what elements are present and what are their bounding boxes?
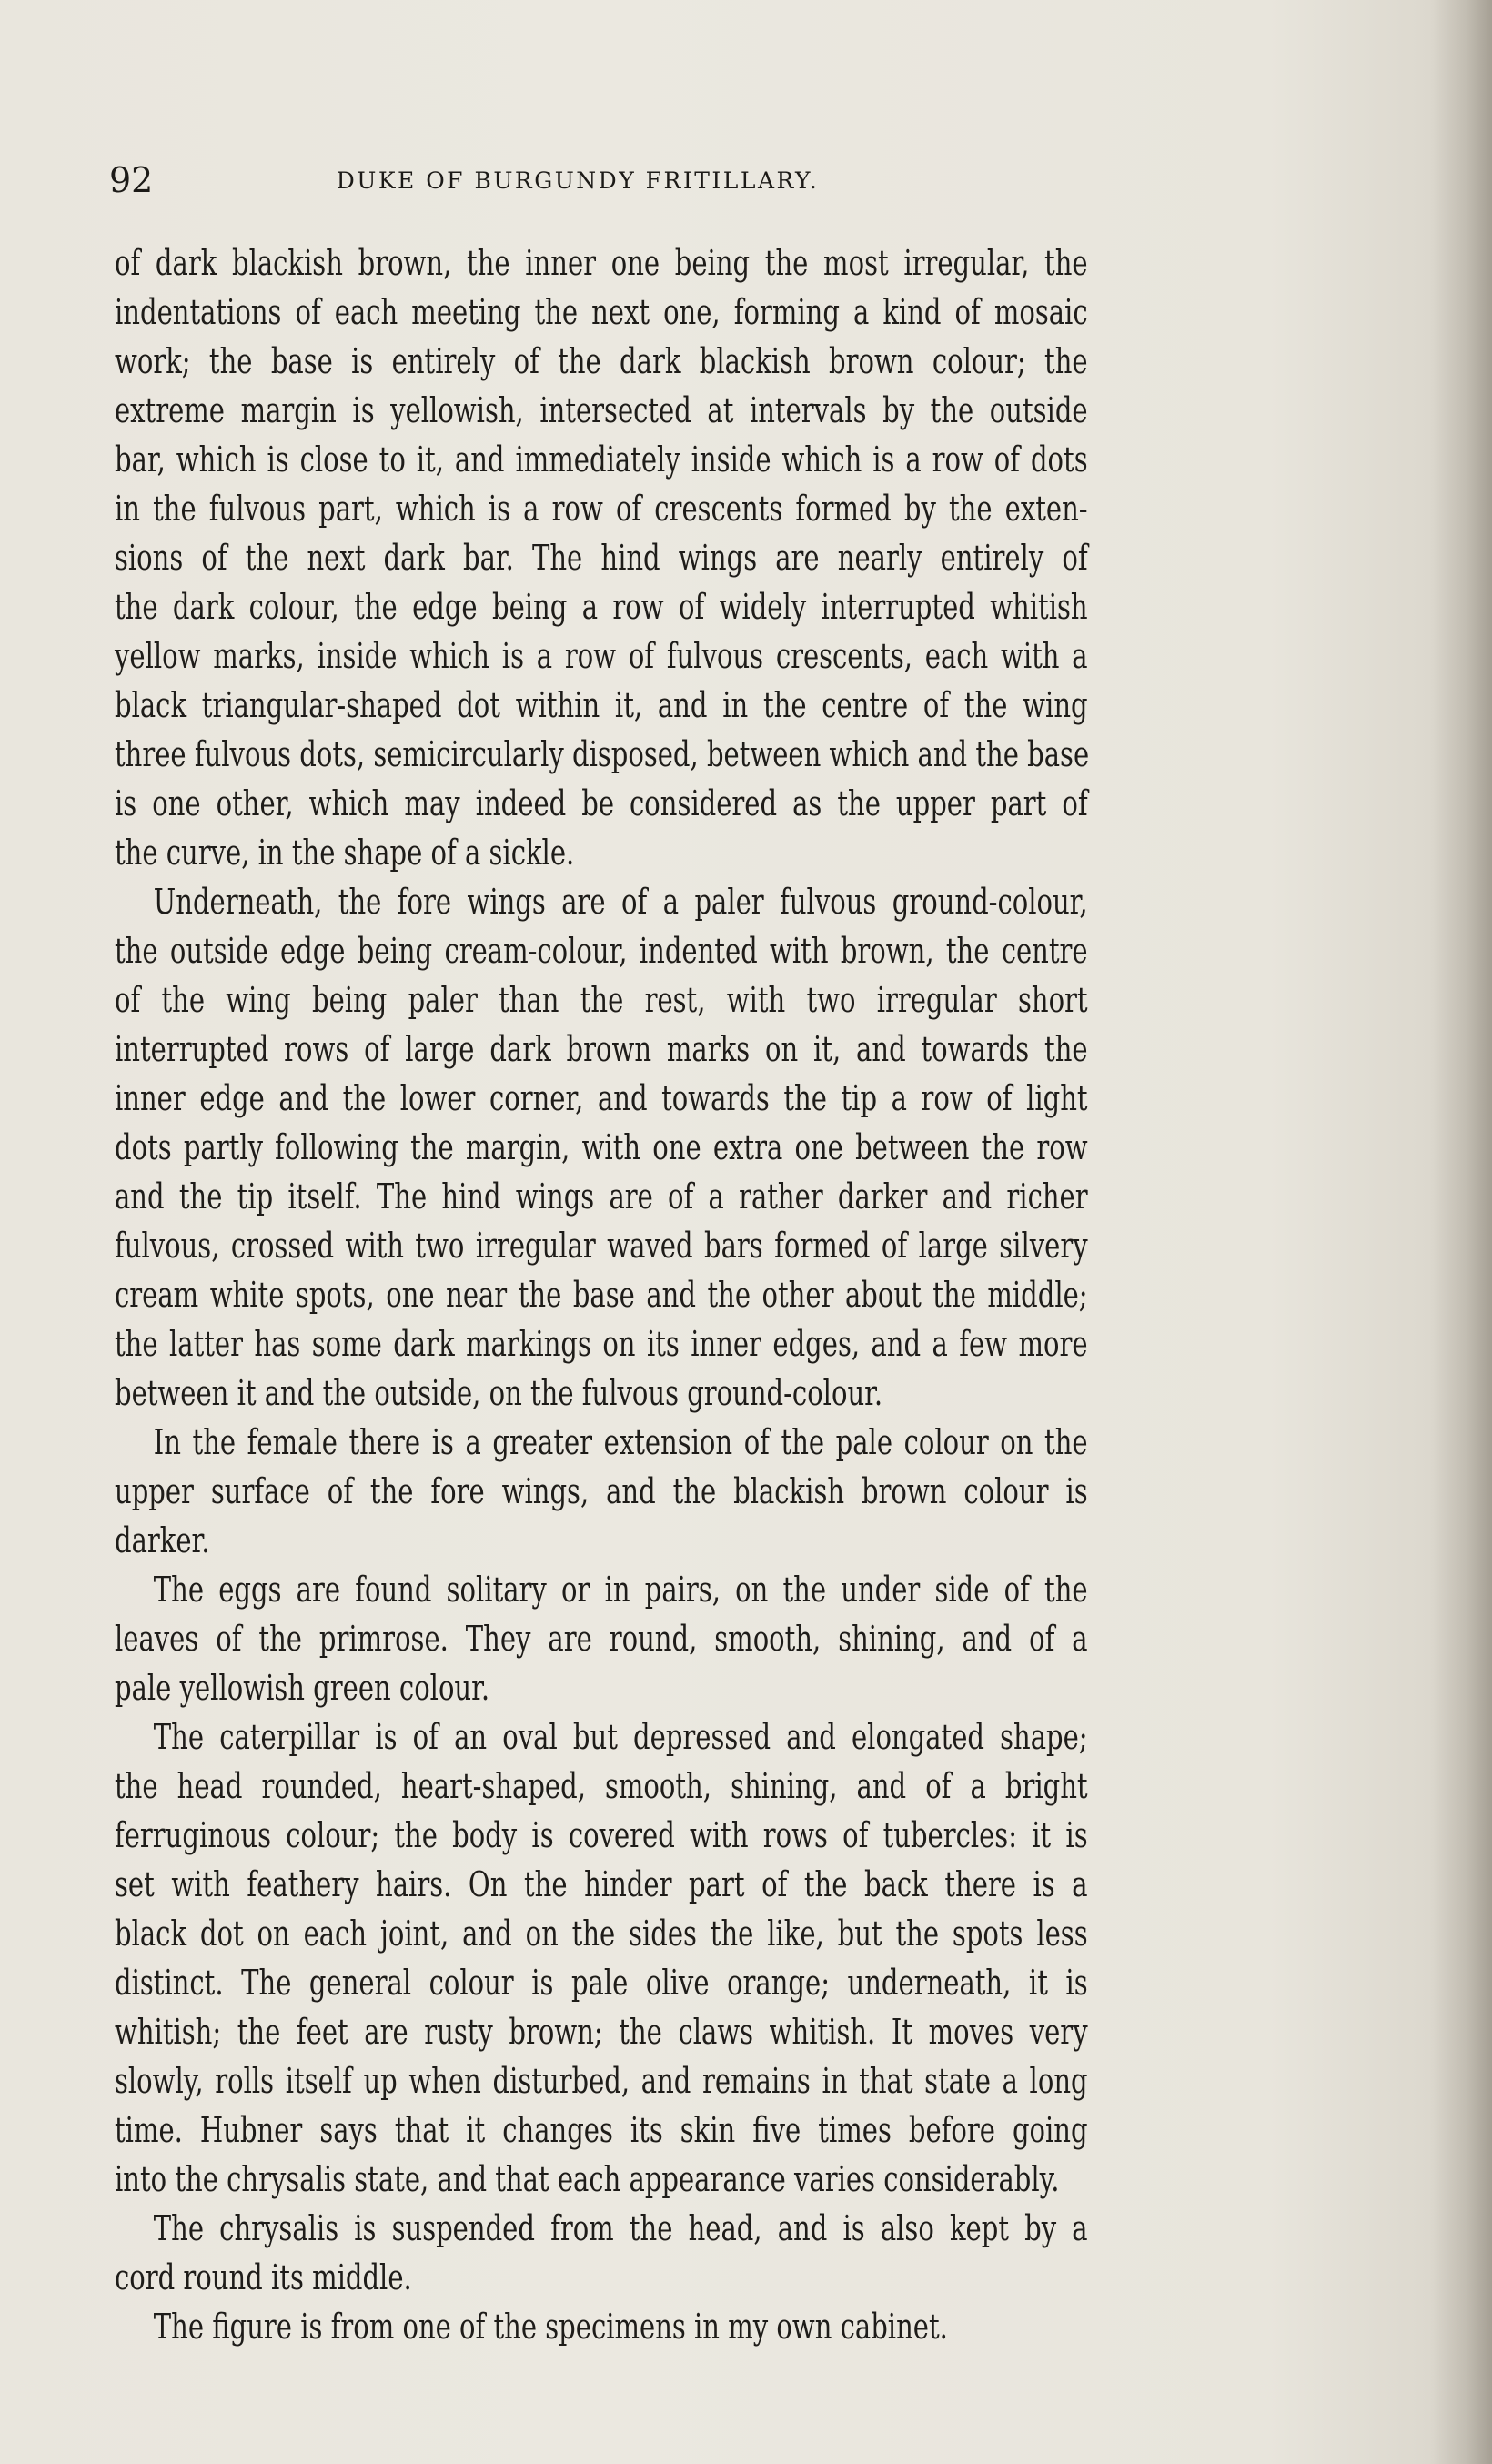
text-line: black triangular-shaped dot within it, and in the centre of the wing xyxy=(115,685,1088,725)
text-line: fulvous, crossed with two irregular waved bars formed of large silvery xyxy=(115,1226,1088,1266)
text-line: time. Hubner says that it changes its skin five times before going xyxy=(115,2110,1088,2150)
text-line: interrupted rows of large dark brown marks on it, and towards the xyxy=(115,1029,1088,1069)
paragraph xyxy=(115,1418,1088,1565)
text-line: and the tip itself. The hind wings are of a rather darker and richer xyxy=(115,1176,1088,1217)
text-line: indentations of each meeting the next one, forming a kind of mosaic xyxy=(115,292,1088,332)
paragraph xyxy=(115,2204,1088,2302)
text-line: is one other, which may indeed be considered as the upper part of xyxy=(115,783,1088,823)
text-line: inner edge and the lower corner, and towards the tip a row of light xyxy=(115,1078,1088,1118)
running-title: DUKE OF BURGUNDY FRITILLARY. xyxy=(336,167,820,194)
paragraph xyxy=(115,238,1088,877)
text-line: In the female there is a greater extension of the pale colour on the xyxy=(153,1422,1088,1462)
text-line: The chrysalis is suspended from the head, and is also kept by a xyxy=(153,2208,1088,2248)
text-line: work; the base is entirely of the dark blackish brown colour; the xyxy=(115,341,1088,381)
text-line: leaves of the primrose. They are round, smooth, shining, and of a xyxy=(115,1619,1088,1659)
text-line: the head rounded, heart-shaped, smooth, shining, and of a bright xyxy=(115,1766,1088,1806)
paragraph xyxy=(115,877,1088,1418)
paragraph xyxy=(115,1565,1088,1712)
text-line: set with feathery hairs. On the hinder part of the back there is a xyxy=(115,1864,1088,1904)
text-line: slowly, rolls itself up when disturbed, and remains in that state a long xyxy=(115,2061,1088,2101)
text-line: the latter has some dark markings on its inner edges, and a few more xyxy=(115,1324,1088,1364)
text-line: bar, which is close to it, and immediately inside which is a row of dots xyxy=(115,439,1088,480)
text-line: black dot on each joint, and on the sides the like, but the spots less xyxy=(115,1914,1088,1954)
text-line: of dark blackish brown, the inner one being the most irregular, the xyxy=(115,243,1088,283)
text-line: the curve, in the shape of a sickle. xyxy=(115,833,575,873)
text-line: sions of the next dark bar. The hind wings are nearly entirely of xyxy=(115,538,1088,578)
text-line: of the wing being paler than the rest, with two irregular short xyxy=(115,980,1088,1020)
page-number: 92 xyxy=(109,160,154,200)
text-line: the dark colour, the edge being a row of widely interrupted whitish xyxy=(115,587,1088,627)
text-line: yellow marks, inside which is a row of fulvous crescents, each with a xyxy=(115,636,1088,676)
text-line: The caterpillar is of an oval but depressed and elongated shape; xyxy=(153,1717,1088,1757)
text-line: upper surface of the fore wings, and the blackish brown colour is xyxy=(115,1471,1088,1511)
text-line: into the chrysalis state, and that each appearance varies considerably. xyxy=(115,2159,1060,2199)
text-line: cream white spots, one near the base and the other about the middle; xyxy=(115,1275,1088,1315)
page-header xyxy=(109,160,1046,206)
text-line: cord round its middle. xyxy=(115,2257,412,2297)
paragraph xyxy=(115,2302,1088,2351)
text-line: Underneath, the fore wings are of a paler fulvous ground-colour, xyxy=(153,882,1088,922)
text-line: dots partly following the margin, with one extra one between the row xyxy=(115,1127,1088,1167)
text-line: distinct. The general colour is pale olive orange; underneath, it is xyxy=(115,1963,1088,2003)
text-line: extreme margin is yellowish, intersected at intervals by the outside xyxy=(115,390,1088,430)
text-line: the outside edge being cream-colour, indented with brown, the centre xyxy=(115,931,1088,971)
paragraph xyxy=(115,1712,1088,2204)
text-line: whitish; the feet are rusty brown; the claws whitish. It moves very xyxy=(115,2012,1088,2052)
text-line: The figure is from one of the specimens in my own cabinet. xyxy=(153,2307,948,2347)
text-line: The eggs are found solitary or in pairs, on the under side of the xyxy=(153,1570,1088,1610)
text-line: darker. xyxy=(115,1520,210,1560)
text-line: in the fulvous part, which is a row of crescents formed by the exten- xyxy=(115,489,1088,529)
text-line: pale yellowish green colour. xyxy=(115,1668,490,1708)
text-line: ferruginous colour; the body is covered with rows of tubercles: it is xyxy=(115,1815,1088,1855)
body-text xyxy=(115,238,1088,2351)
text-line: between it and the outside, on the fulvous ground-colour. xyxy=(115,1373,883,1413)
text-line: three fulvous dots, semicircularly disposed, between which and the base xyxy=(115,734,1090,774)
